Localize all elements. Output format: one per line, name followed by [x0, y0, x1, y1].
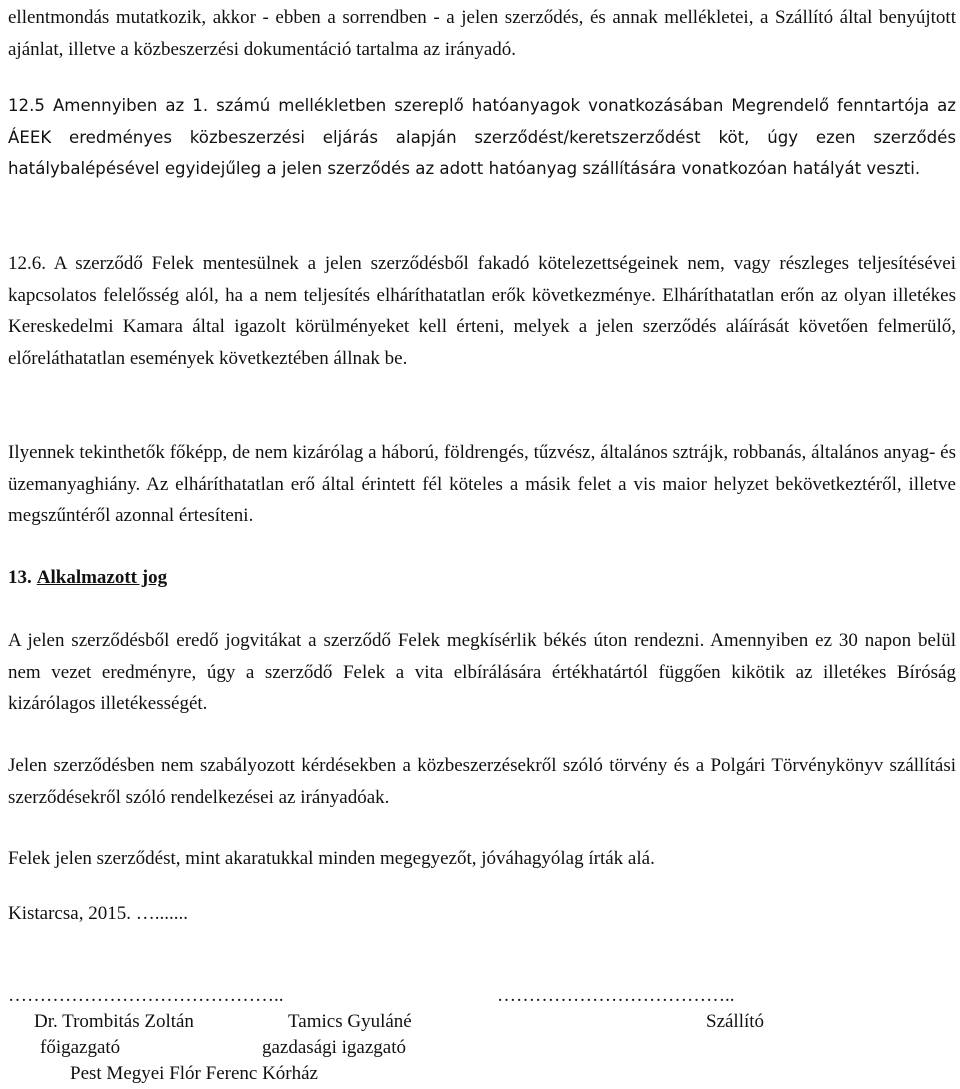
section-number: 13. [8, 567, 32, 588]
signatory-name-1: Dr. Trombitás Zoltán [34, 1011, 194, 1032]
place-date: Kistarcsa, 2015. …....... [8, 903, 188, 924]
section-title: Alkalmazott jog [36, 567, 168, 588]
signatory-title-2: gazdasági igazgató [262, 1037, 407, 1058]
paragraph-law-2: Jelen szerződésben nem szabályozott kérdésekben a közbeszerzésekről szóló törvény és a Polgári Törvénykönyv szállítási szerződésekről szóló rendelkezései az irányadóak. [8, 755, 956, 808]
signature-line-right: ……………………………….. [497, 985, 735, 1006]
signatory-name-2: Tamics Gyuláné [288, 1011, 412, 1032]
section-heading [8, 562, 167, 593]
signatory-title-1: főigazgató [40, 1037, 121, 1058]
paragraph-law-1: A jelen szerződésből eredő jogvitákat a szerződő Felek megkísérlik békés úton rendezni. Amennyiben ez 30 napon belül nem vezet eredményre, úgy a szerződő Felek a vita elbírálására értékhatártól függően kikötik az illetékes Bíróság kizárólagos illetékességét. [8, 630, 956, 714]
paragraph-intro: ellentmondás mutatkozik, akkor - ebben a sorrendben - a jelen szerződés, és annak mellékletei, a Szállító által benyújtott ajánlat, illetve a közbeszerzési dokumentáció tartalma az irányadó. [8, 7, 956, 60]
signature-line-left: …………………………………….. [8, 985, 284, 1006]
paragraph-force-majeure: Ilyennek tekinthetők főképp, de nem kizárólag a háború, földrengés, tűzvész, általános sztrájk, robbanás, általános anyag- és üzemanyaghiány. Az elháríthatatlan erő által érintett fél köteles a másik felet a vis maior helyzet bekövetkeztéről, illetve megszűntéről azonnal értesíteni. [8, 442, 956, 526]
supplier-label: Szállító [706, 1011, 765, 1032]
paragraph-law-3: Felek jelen szerződést, mint akaratukkal minden megegyezőt, jóváhagyólag írták alá. [8, 848, 655, 869]
paragraph-12-5: 12.5 Amennyiben az 1. számú mellékletben szereplő hatóanyagok vonatkozásában Megrendelő fenntartója az ÁEEK eredményes közbeszerzési eljárás alapján szerződést/keretszerződést köt, úgy ezen szerződés hatálybalépésével egyidejűleg a jelen szerződés az adott hatóanyag szállítására vonatkozóan hatályát veszti. [8, 96, 956, 178]
institution-name: Pest Megyei Flór Ferenc Kórház [70, 1063, 318, 1084]
paragraph-12-6: 12.6. A szerződő Felek mentesülnek a jelen szerződésből fakadó kötelezettségeinek nem, vagy részleges teljesítésévei kapcsolatos felelősség alól, ha a nem teljesítés elháríthatatlan erők következménye. Elháríthatatlan erőn az olyan illetékes Kereskedelmi Kamara által igazolt körülményeket kell érteni, melyek a jelen szerződés aláírását követően felmerülő, előreláthatatlan események következtében állnak be. [8, 253, 956, 369]
